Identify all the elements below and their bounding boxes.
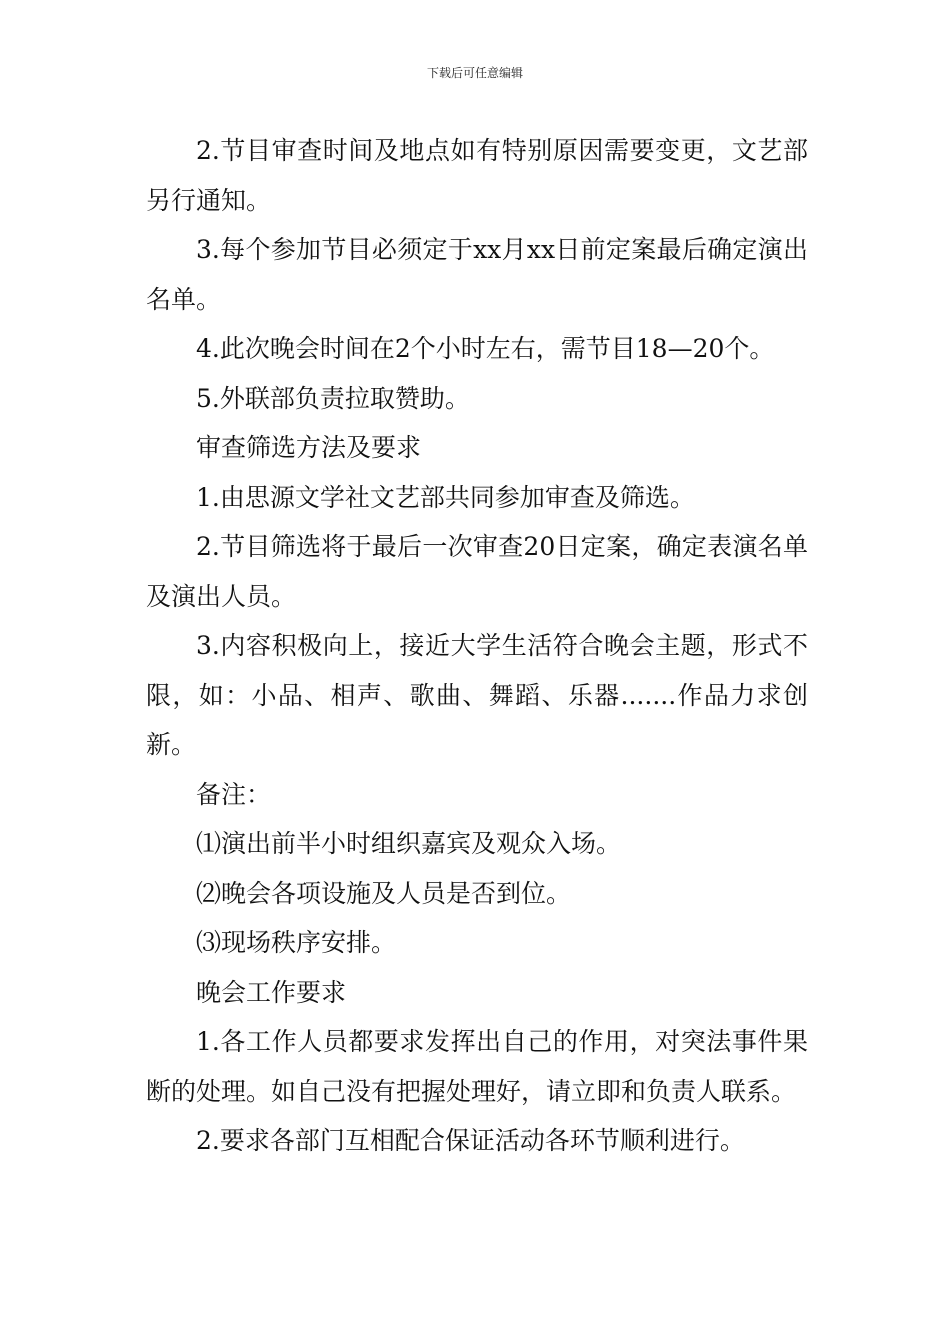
section-heading: 审查筛选方法及要求 bbox=[196, 433, 422, 462]
note-heading: 备注： bbox=[196, 779, 272, 809]
paragraph: 3.内容积极向上，接近大学生活符合晚会主题，形式不限，如：小品、相声、歌曲、舞蹈、乐器.......作品力求创新。 bbox=[146, 631, 808, 759]
section-heading: 晚会工作要求 bbox=[196, 977, 347, 1007]
note-item: ⑵晚会各项设施及人员是否到位。 bbox=[196, 878, 572, 908]
paragraph: 4.此次晚会时间在2个小时左右，需节目18—20个。 bbox=[196, 334, 775, 363]
paragraph: 2.节目筛选将于最后一次审查20日定案，确定表演名单及演出人员。 bbox=[146, 532, 808, 611]
document-body bbox=[146, 126, 808, 1166]
paragraph: 1.各工作人员都要求发挥出自己的作用，对突法事件果断的处理。如自己没有把握处理好，请立即和负责人联系。 bbox=[146, 1027, 808, 1106]
page-header: 下载后可任意编辑 bbox=[426, 66, 523, 80]
paragraph: 3.每个参加节目必须定于xx月xx日前定案最后确定演出名单。 bbox=[146, 235, 808, 314]
paragraph: 1.由思源文学社文艺部共同参加审查及筛选。 bbox=[196, 482, 695, 512]
paragraph: 2.节目审查时间及地点如有特别原因需要变更，文艺部另行通知。 bbox=[146, 136, 808, 215]
paragraph: 5.外联部负责拉取赞助。 bbox=[196, 383, 470, 413]
note-item: ⑶现场秩序安排。 bbox=[196, 928, 397, 957]
paragraph: 2.要求各部门互相配合保证活动各环节顺利进行。 bbox=[196, 1126, 745, 1155]
note-item: ⑴演出前半小时组织嘉宾及观众入场。 bbox=[196, 829, 622, 858]
